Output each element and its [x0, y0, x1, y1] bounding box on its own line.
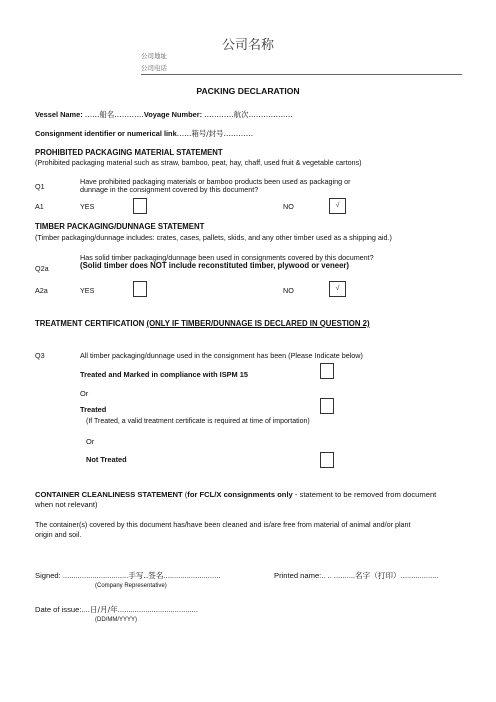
a1-no-label: NO: [283, 202, 294, 211]
signed-caption: (Company Representative): [95, 583, 167, 589]
cleanliness-body-line2: origin and soil.: [35, 529, 82, 539]
header-divider: [141, 74, 462, 75]
a2a-no-checkbox[interactable]: [329, 281, 346, 297]
a2a-yes-label: YES: [80, 286, 95, 295]
company-address: 公司地址: [141, 52, 167, 60]
q1-label: Q1: [35, 182, 45, 191]
document-title: PACKING DECLARATION: [196, 86, 300, 96]
prohibited-heading: PROHIBITED PACKAGING MATERIAL STATEMENT: [35, 148, 223, 157]
vessel-voyage-line: [35, 109, 293, 120]
vessel-name-label: Vessel Name:: [35, 110, 83, 119]
option-treated-checkbox[interactable]: [320, 398, 334, 414]
option-not-treated-label: Not Treated: [86, 455, 127, 464]
cleanliness-body: [35, 520, 475, 539]
option-not-treated-checkbox[interactable]: [320, 452, 334, 468]
date-line: [35, 604, 198, 615]
printed-name-label: Printed name:.. .. ..........: [274, 571, 356, 580]
a2a-no-label: NO: [283, 286, 294, 295]
consignment-value: ……箱号/封号…………: [176, 129, 254, 138]
a1-yes-label: YES: [80, 202, 95, 211]
printed-name-value: 名字（打印）: [355, 571, 401, 580]
or-label-2: Or: [86, 437, 95, 446]
voyage-number-value: …………航次………………: [204, 110, 293, 119]
a1-label: A1: [35, 202, 44, 211]
q2a-text: [80, 254, 374, 270]
signed-value: 手写..签名: [128, 571, 164, 580]
a1-no-checkbox[interactable]: [329, 198, 346, 214]
a2a-yes-checkbox[interactable]: [133, 281, 147, 297]
cleanliness-heading-paren: (: [182, 490, 188, 499]
option-ispm15-label: Treated and Marked in compliance with ISPM 15: [80, 370, 248, 379]
option-treated-label: Treated: [80, 405, 107, 414]
q1-text-line1: Have prohibited packaging materials or bamboo products been used as packaging or: [80, 177, 351, 186]
consignment-label: Consignment identifier or numerical link: [35, 129, 177, 138]
timber-heading: TIMBER PACKAGING/DUNNAGE STATEMENT: [35, 222, 205, 231]
signed-dots: ...........................: [163, 571, 221, 580]
voyage-number-label: Voyage Number:: [143, 110, 203, 119]
cleanliness-heading-line2: when not relevant): [35, 499, 98, 509]
printed-name-dots: ..................: [400, 571, 439, 580]
cleanliness-body-line1: The container(s) covered by this document has/have been cleaned and is/are free from material of animal and/or plant: [35, 520, 411, 529]
date-dots: ......................................: [117, 605, 198, 614]
q2a-text-line1: Has solid timber packaging/dunnage been used in consignments covered by this document?: [80, 253, 374, 262]
check-mark-icon: √: [335, 202, 340, 209]
printed-name-line: [274, 570, 439, 581]
treatment-heading: [35, 319, 370, 328]
option-ispm15-checkbox[interactable]: [320, 363, 334, 379]
timber-subheading: (Timber packaging/dunnage includes: crates, cases, pallets, skids, and any other timber used as a shipping aid.): [35, 233, 392, 242]
q3-text: All timber packaging/dunnage used in the consignment has been (Please Indicate below): [80, 351, 363, 360]
company-name: 公司名称: [221, 38, 274, 53]
q1-text: [80, 178, 351, 194]
option-treated-note: (If Treated, a valid treatment certificate is required at time of importation): [86, 418, 310, 425]
date-value: 日/月/年: [89, 605, 118, 614]
company-phone: 公司电话: [141, 64, 167, 72]
date-caption: (DD/MM/YYYY): [95, 617, 137, 623]
cleanliness-heading-note: for FCL/X consignments only: [187, 490, 293, 499]
vessel-name-value: ……船名…………: [84, 110, 144, 119]
cleanliness-heading: [35, 490, 475, 509]
treatment-heading-prefix: TREATMENT CERTIFICATION: [35, 319, 147, 328]
signed-label: Signed: ...............................: [35, 571, 129, 580]
q3-label: Q3: [35, 351, 45, 360]
consignment-line: [35, 128, 253, 139]
q1-text-line2: dunnage in the consignment covered by this document?: [80, 185, 259, 195]
a2a-label: A2a: [35, 286, 48, 295]
date-label: Date of issue:....: [35, 605, 90, 614]
check-mark-icon: √: [335, 285, 340, 292]
q2a-text-line2: (Solid timber does NOT include reconstituted timber, plywood or veneer): [80, 261, 350, 271]
q2a-label: Q2a: [35, 264, 49, 273]
cleanliness-heading-rest: - statement to be removed from document: [292, 490, 437, 499]
cleanliness-heading-title: CONTAINER CLEANLINESS STATEMENT: [35, 490, 183, 499]
or-label-1: Or: [80, 389, 89, 398]
a1-yes-checkbox[interactable]: [133, 198, 147, 214]
treatment-heading-condition: (ONLY IF TIMBER/DUNNAGE IS DECLARED IN QUESTION 2): [146, 319, 370, 328]
signed-line: [35, 570, 220, 581]
prohibited-subheading: (Prohibited packaging material such as straw, bamboo, peat, hay, chaff, used fruit & vegetable cartons): [35, 158, 362, 167]
